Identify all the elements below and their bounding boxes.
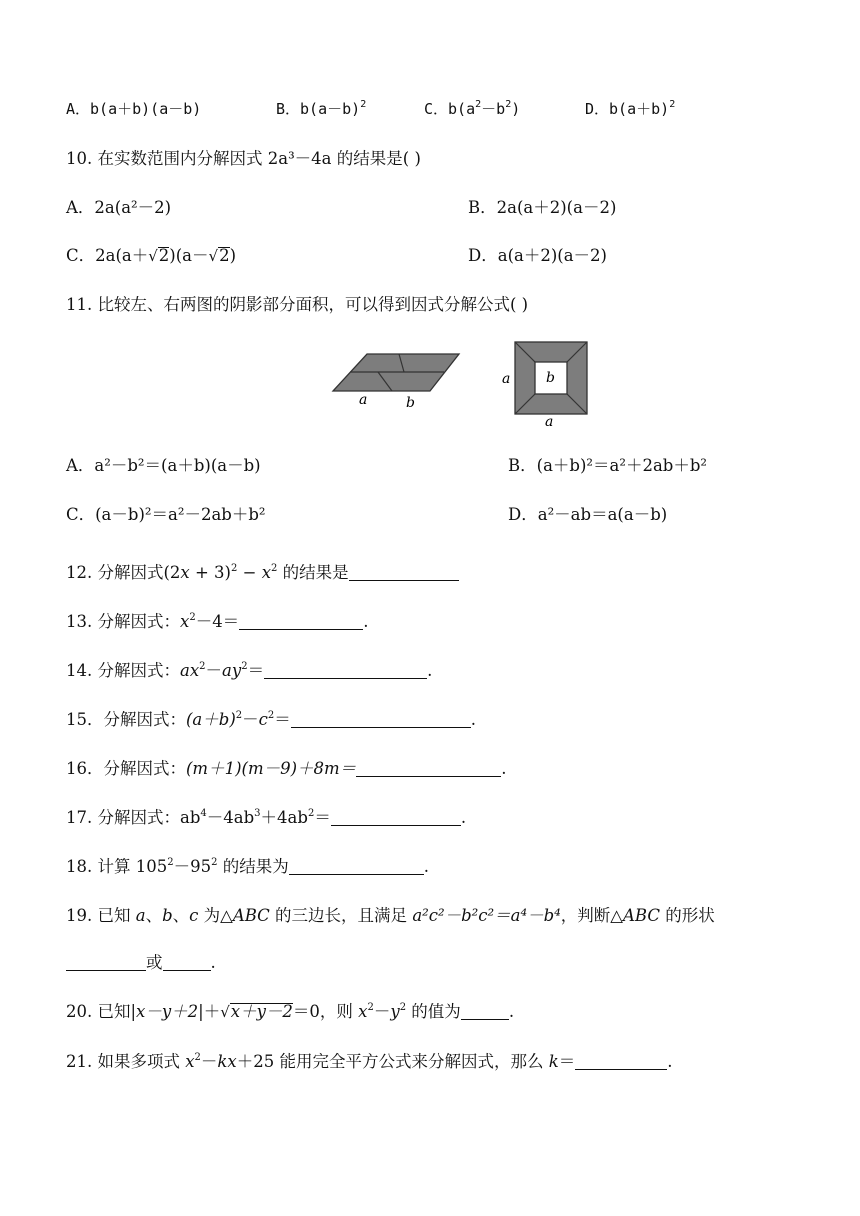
q11-option-d: D．a²－ab＝a(a－b): [508, 505, 668, 524]
q11-option-b: B．(a＋b)²＝a²＋2ab＋b²: [508, 456, 708, 475]
q17-text: 17. 分解因式：$ab^4-4ab^3+4ab^2=$ .: [66, 808, 467, 827]
q9-option-b: B．$b(a-b)^2$: [276, 99, 367, 118]
q10-option-b: B．2a(a＋2)(a－2): [468, 198, 617, 217]
q10-option-d: D．a(a＋2)(a－2): [468, 246, 607, 265]
q12-answer-blank[interactable]: [349, 562, 459, 581]
q11-option-a: A．a²－b²＝(a＋b)(a－b): [66, 456, 261, 475]
q11-stem: 11. 比较左、右两图的阴影部分面积，可以得到因式分解公式( ): [66, 295, 529, 314]
q18-text: 18. 计算 $105^2-95^2$ 的结果为 .: [66, 857, 429, 876]
q19-answer-line: 或 .: [66, 952, 216, 974]
q14-answer-blank[interactable]: [264, 660, 427, 679]
q11-option-c: C．(a－b)²＝a²－2ab＋b²: [66, 505, 266, 524]
q21-text: 21. 如果多项式 $x^2-kx+25$ 能用完全平方公式来分解因式，那么 k＝ .: [66, 1052, 673, 1071]
q9-option-c: C．$b(a^2-b^2)$: [424, 99, 521, 118]
q12-text: 12. 分解因式$(2x + 3)^2 - x^2$ 的结果是: [66, 562, 459, 584]
q19-answer-blank-1[interactable]: [66, 952, 146, 971]
q21-answer-blank[interactable]: [575, 1051, 667, 1070]
q11-left-label-b: b: [406, 395, 415, 411]
q20-text: 20. 已知|x－y＋2|＋√x＋y－2＝0，则 $x^2-y^2$ 的值为 .: [66, 1002, 515, 1021]
q11-right-label-a-side: a: [502, 371, 511, 387]
q15-text: 15．分解因式：$(a+b)^2-c^2=$ .: [66, 710, 477, 729]
q20-answer-blank[interactable]: [461, 1001, 509, 1020]
q11-left-label-a: a: [359, 392, 368, 408]
q9-option-a: A．b(a＋b)(a－b): [66, 100, 202, 118]
q11-left-figure: [330, 340, 470, 412]
q10-option-c: C．2a(a＋√2)(a－√2): [66, 246, 237, 265]
q10-option-a: A．2a(a²－2): [66, 198, 172, 217]
q11-right-label-a-bottom: a: [545, 414, 554, 430]
q16-answer-blank[interactable]: [356, 758, 501, 777]
q16-text: 16．分解因式：(m＋1)(m－9)＋8m＝ .: [66, 759, 507, 778]
q11-right-figure: [498, 338, 598, 430]
q10-stem: 10. 在实数范围内分解因式 2a³－4a 的结果是( ): [66, 149, 421, 168]
q15-answer-blank[interactable]: [291, 709, 471, 728]
q19-text: 19. 已知 a、b、c 为△ABC 的三边长，且满足 a²c²－b²c²＝a⁴－b⁴，判断△ABC 的形状: [66, 906, 715, 925]
q13-answer-blank[interactable]: [239, 611, 363, 630]
q13-text: 13. 分解因式：$x^2-4=$ .: [66, 612, 369, 631]
q11-right-label-b: b: [546, 370, 555, 386]
q19-answer-blank-2[interactable]: [163, 952, 211, 971]
q9-option-d: D．$b(a+b)^2$: [585, 99, 676, 118]
q17-answer-blank[interactable]: [331, 807, 461, 826]
q18-answer-blank[interactable]: [289, 856, 424, 875]
q14-text: 14. 分解因式：$ax^2-ay^2=$ .: [66, 661, 433, 680]
